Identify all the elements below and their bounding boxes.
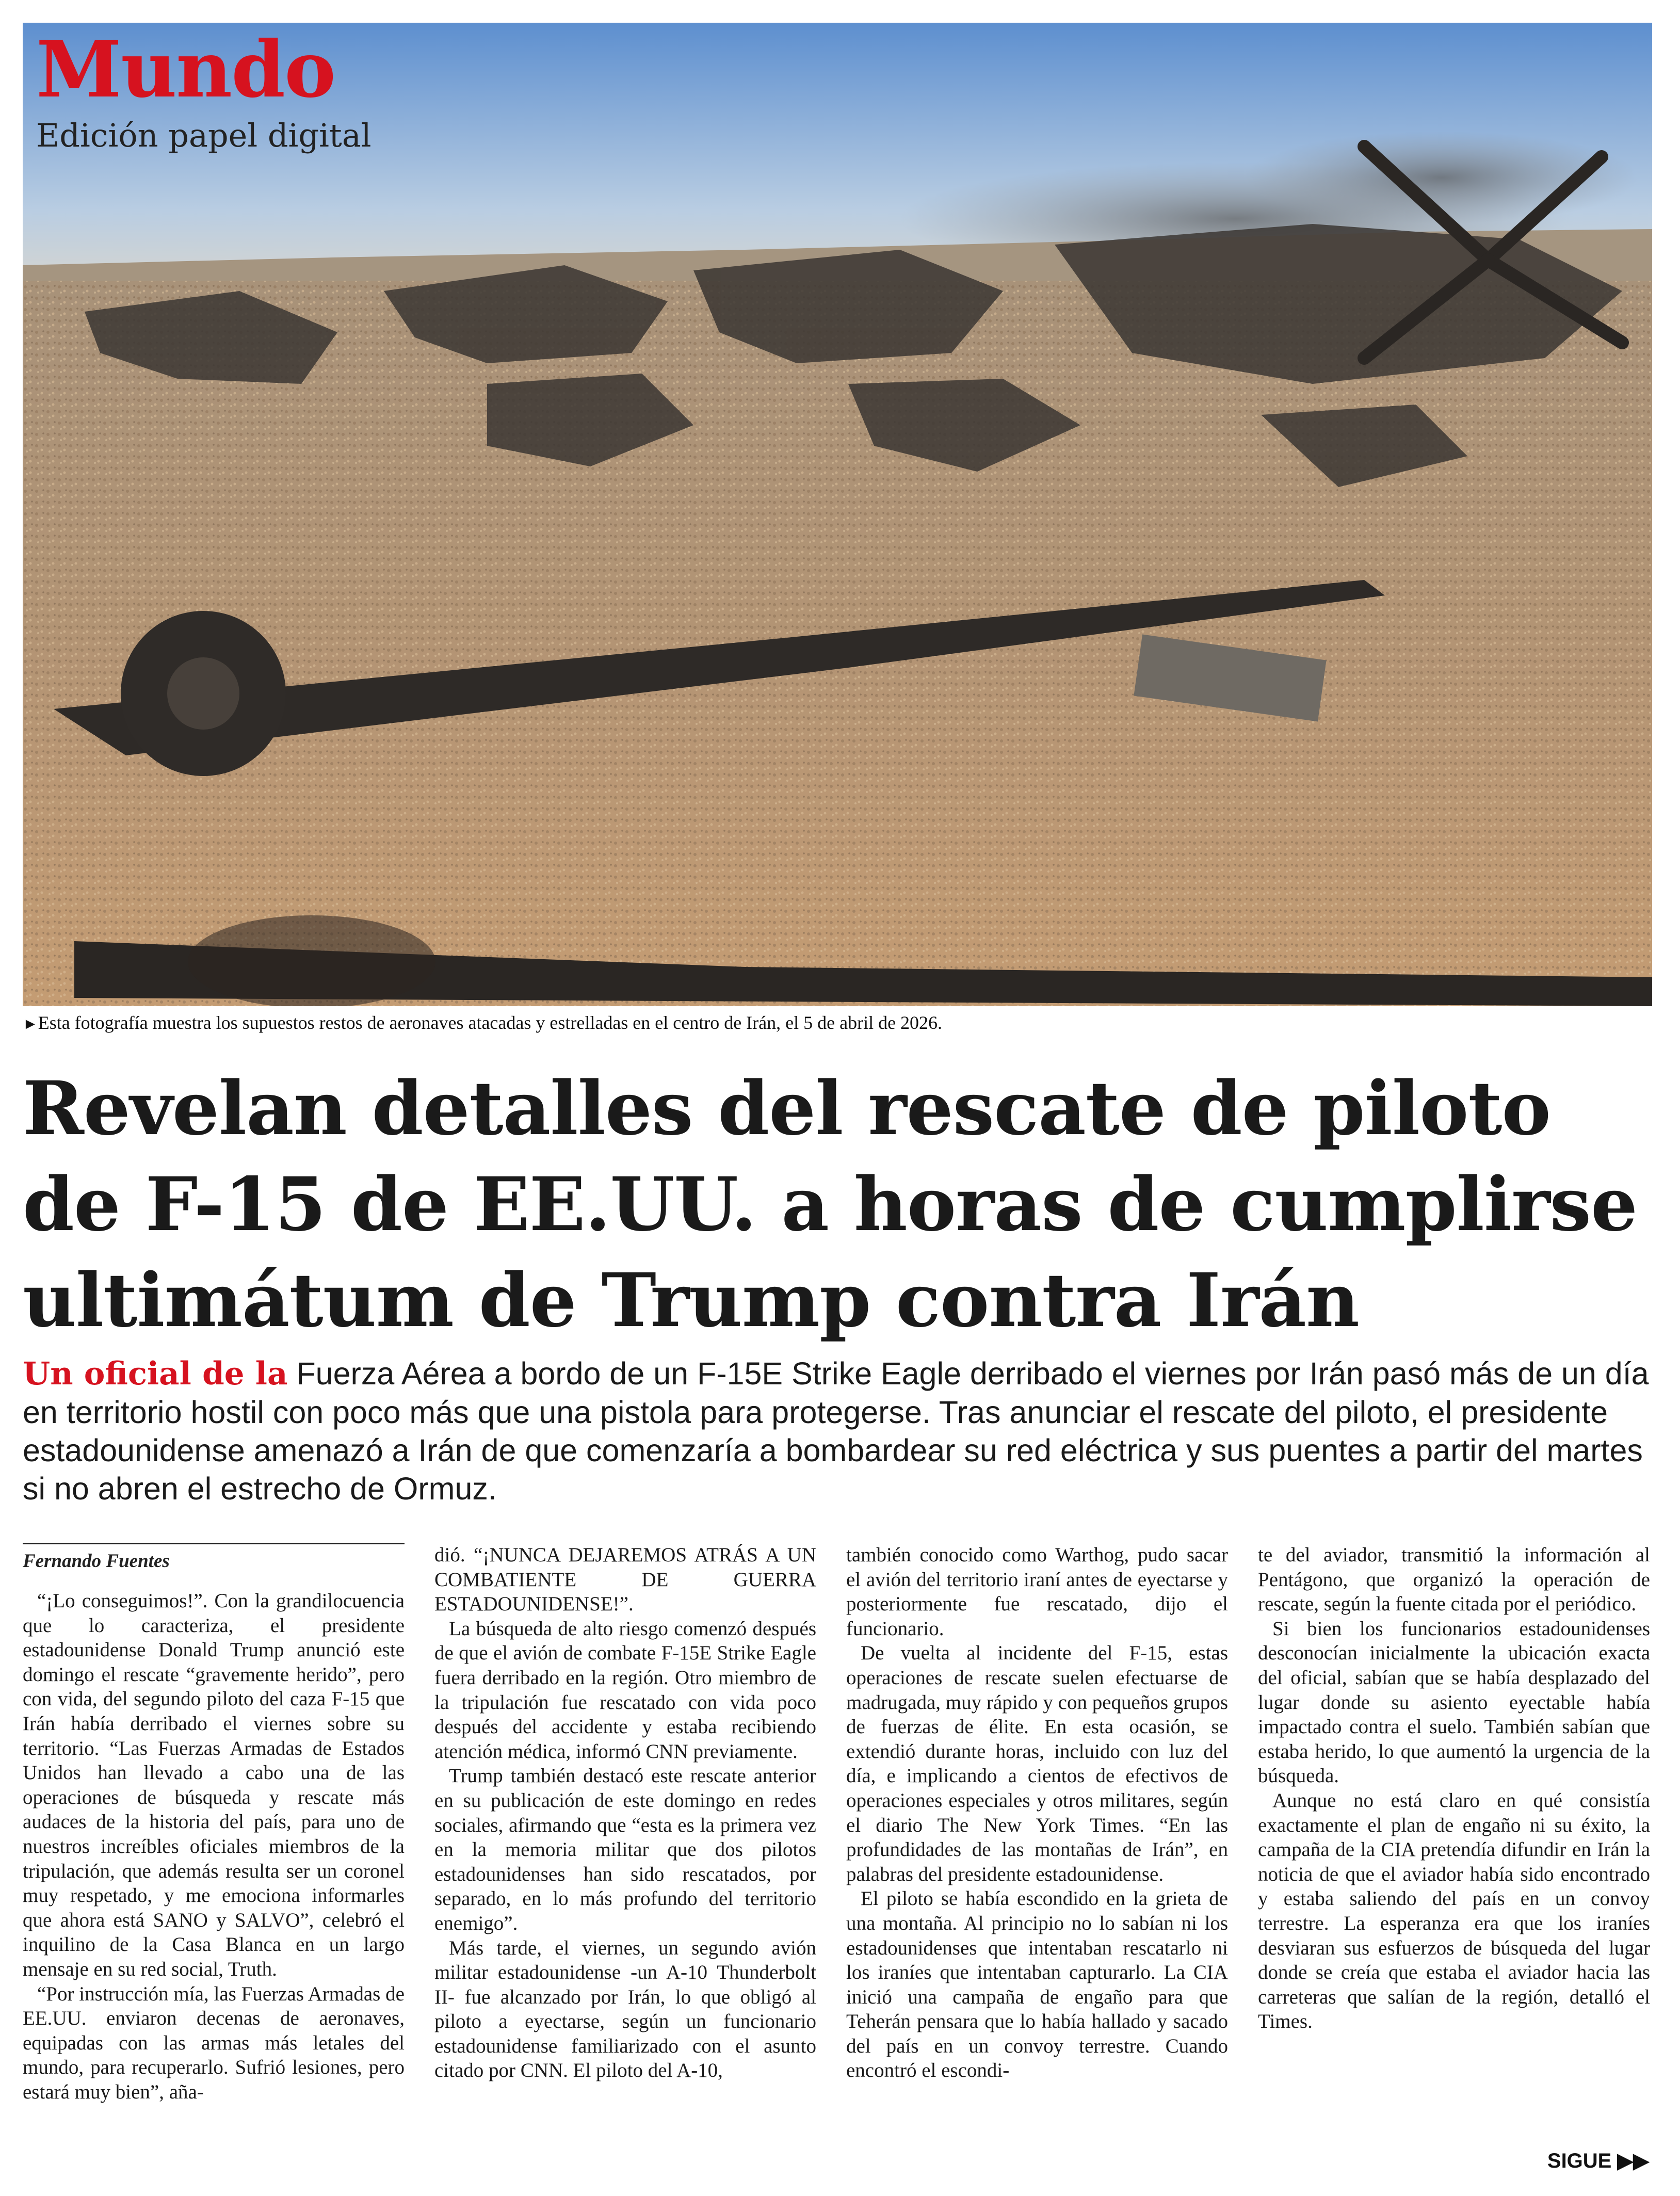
lead-photo	[23, 23, 1652, 1006]
paragraph: dió. “¡NUNCA DEJAREMOS ATRÁS A UN COMBATIENTE DE GUERRA ESTADOUNIDENSE!”.	[434, 1544, 816, 1616]
paragraph: Si bien los funcionarios estadounidenses desconocían inicialmente la ubicación exacta del oficial, sabían que se había desplazado del lugar donde su asiento eyectable había impactado contra el suelo. También sabían que estaba herido, lo que aumentó la urgencia de la búsqueda.	[1258, 1617, 1650, 1787]
paragraph: Trump también destacó este rescate anterior en su publicación de este domingo en redes sociales, afirmando que “esta es la primera vez en la memoria militar que dos pilotos estadounidenses han sido rescatados, por separado, en lo más profundo del territorio enemigo”.	[434, 1765, 816, 1934]
photo-caption	[23, 1011, 1652, 1036]
paragraph: también conocido como Warthog, pudo sacar el avión del territorio iraní antes de eyectarse y posteriormente fue rescatado, dijo el funcionario.	[846, 1544, 1228, 1640]
paragraph: “¡Lo conseguimos!”. Con la grandilocuencia que lo caracteriza, el presidente estadounidense Donald Trump anunció este domingo el rescate “gravemente herido”, pero con vida, del segundo piloto del caza F-15 que Irán había derribado el viernes sobre su territorio. “Las Fuerzas Armadas de Estados Unidos han llevado a cabo una de las operaciones de búsqueda y rescate más audaces de la historia del país, para uno de nuestros increíbles oficiales miembros de la tripulación, que además resulta ser un coronel muy respetado, y me emociona informarles que ahora está SANO y SALVO”, celebró el inquilino de la Casa Blanca en un largo mensaje en su red social, Truth.	[23, 1590, 405, 1980]
caption-text: Esta fotografía muestra los supuestos restos de aeronaves atacadas y estrelladas en el centro de Irán, el 5 de abril de 2026.	[38, 1012, 943, 1033]
byline-divider	[23, 1543, 405, 1544]
caption-marker-icon: ►	[23, 1015, 38, 1032]
section-header	[36, 24, 371, 154]
lede-text: Fuerza Aérea a bordo de un F-15E Strike Eagle derribado el viernes por Irán pasó más de un día en territorio hostil con poco más que una pistola para protegerse. Tras anunciar el rescate del piloto, el presidente estadounidense amenazó a Irán de que comenzaría a bombardear su red eléctrica y sus puentes a partir del martes si no abren el estrecho de Ormuz.	[23, 1356, 1649, 1506]
body-column-1	[23, 1543, 405, 2104]
lede	[23, 1354, 1658, 1508]
paragraph: Más tarde, el viernes, un segundo avión militar estadounidense -un A-10 Thunderbolt II- fue alcanzado por Irán, lo que obligó al piloto a eyectarse, según un funcionario estadounidense familiarizado con el asunto citado por CNN. El piloto del A-10,	[434, 1936, 816, 2082]
continue-indicator: SIGUE ▶▶	[1547, 2150, 1649, 2172]
body-column-3	[846, 1543, 1228, 2083]
paragraph: te del aviador, transmitió la información al Pentágono, que organizó la operación de rescate, según la fuente citada por el periódico.	[1258, 1544, 1650, 1616]
headline	[23, 1060, 1658, 1348]
paragraph: Aunque no está claro en qué consistía exactamente el plan de engaño ni su éxito, la campaña de la CIA pretendía difundir en Irán la noticia de que el aviador había sido encontrado y estaba saliendo del país en un convoy terrestre. La esperanza era que los iraníes desviaran sus esfuerzos de búsqueda del lugar donde se creía que estaba el aviador hacia las carreteras que salían de la región, detalló el Times.	[1258, 1789, 1650, 2033]
paragraph: La búsqueda de alto riesgo comenzó después de que el avión de combate F-15E Strike Eagle fuera derribado en la región. Otro miembro de la tripulación fue rescatado con vida poco después del accidente y estaba recibiendo atención médica, informó CNN previamente.	[434, 1617, 816, 1763]
byline: Fernando Fuentes	[23, 1551, 170, 1572]
headline-line: ultimátum de Trump contra Irán	[23, 1257, 1360, 1344]
section-title: Mundo	[36, 24, 335, 115]
section-subtitle: Edición papel digital	[36, 117, 371, 154]
lede-lead-in: Un oficial de la	[23, 1355, 288, 1392]
headline-line: Revelan detalles del rescate de piloto	[23, 1065, 1550, 1152]
headline-line: de F-15 de EE.UU. a horas de cumplirse	[23, 1161, 1638, 1248]
paragraph: De vuelta al incidente del F-15, estas operaciones de rescate suelen efectuarse de madrugada, muy rápido y con pequeños grupos de fuerzas de élite. En esta ocasión, se extendió durante horas, incluido con luz del día, e implicando a cientos de efectivos de operaciones especiales y otros militares, según el diario The New York Times. “En las profundidades de las montañas de Irán”, en palabras del presidente estadounidense.	[846, 1642, 1228, 1885]
paragraph: “Por instrucción mía, las Fuerzas Armadas de EE.UU. enviaron decenas de aeronaves, equipadas con las armas más letales del mundo, para recuperarlo. Sufrió lesiones, pero estará muy bien”, aña-	[23, 1982, 405, 2103]
body-column-4	[1258, 1543, 1650, 2034]
body-column-2	[434, 1543, 816, 2083]
wreckage-photo	[23, 23, 1652, 1006]
paragraph: El piloto se había escondido en la grieta de una montaña. Al principio no lo sabían ni los estadounidenses que intentaban rescatarlo ni los iraníes que intentaban capturarlo. La CIA inició una campaña de engaño para que Teherán pensara que lo había hallado y sacado del país en un convoy terrestre. Cuando encontró el escondi-	[846, 1887, 1228, 2082]
